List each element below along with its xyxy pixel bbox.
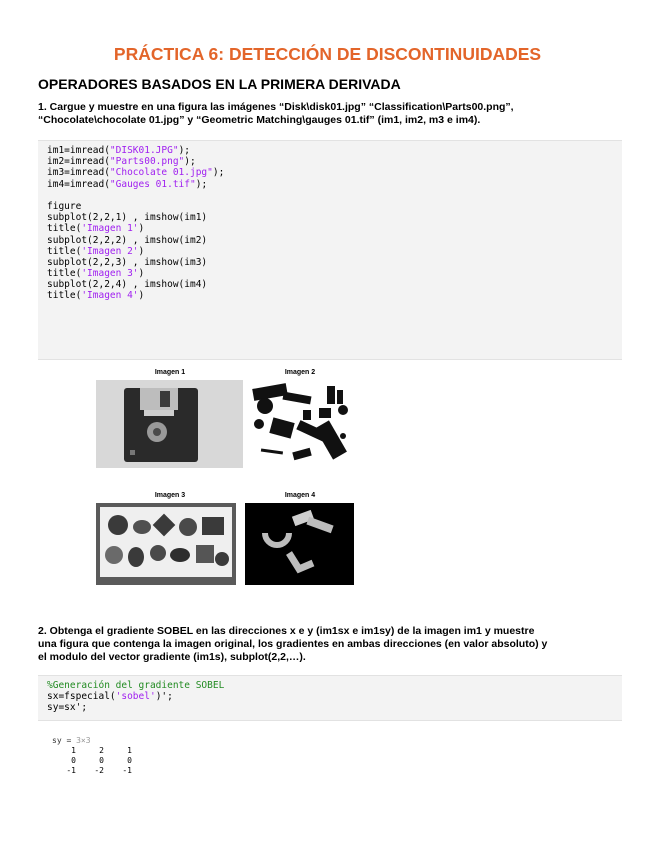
question-1-line-1: 1. Cargue y muestre en una figura las imágenes “Disk\disk01.jpg” “Classification\Parts00.png”, (38, 101, 514, 113)
question-1 (38, 101, 628, 127)
matrix-cell: 0 (99, 756, 104, 765)
section-subtitle: OPERADORES BASADOS EN LA PRIMERA DERIVADA (38, 76, 401, 92)
code-line: im1=imread("DISK01.JPG"); (47, 145, 191, 156)
code-line: sy=sx'; (47, 702, 88, 714)
code-block-2 (38, 675, 622, 721)
matrix-cell: -2 (94, 766, 104, 775)
image-3-chocolate (96, 503, 236, 585)
matrix-row (52, 746, 136, 756)
subplot-title-2: Imagen 2 (284, 369, 316, 376)
code-line: figure (47, 200, 82, 212)
matrix-row (52, 756, 136, 766)
code-line: subplot(2,2,3) , imshow(im3) (47, 256, 208, 268)
command-output (52, 736, 136, 776)
code-line: title('Imagen 4') (47, 290, 145, 302)
gauges-image (245, 503, 354, 585)
code-line: title('Imagen 3') (47, 268, 145, 280)
matrix-cell: 0 (71, 756, 76, 765)
matrix-cell: 2 (99, 746, 104, 755)
subplot-title-1: Imagen 1 (154, 369, 186, 376)
subplot-title-3: Imagen 3 (154, 492, 186, 499)
question-2-line-2: una figura que contenga la imagen original, los gradientes en ambas direcciones (en valor absoluto) y (38, 638, 548, 650)
disk-image (96, 380, 244, 468)
code-line: im3=imread("Chocolate 01.jpg"); (47, 167, 225, 179)
code-line: title('Imagen 1') (47, 223, 145, 235)
question-2-line-1: 2. Obtenga el gradiente SOBEL en las direcciones x e y (im1sx e im1sy) de la imagen im1 y muestre (38, 625, 535, 637)
matrix-cell: 1 (127, 746, 132, 755)
question-1-line-2: “Chocolate\chocolate 01.jpg” y “Geometric Matching\gauges 01.tif” (im1, im2, m3 e im4). (38, 114, 481, 126)
output-header: sy = 3×3 (52, 736, 91, 745)
code-line: im2=imread("Parts00.png"); (47, 156, 196, 168)
question-2 (38, 625, 628, 664)
code-line: subplot(2,2,1) , imshow(im1) (47, 212, 208, 224)
page-title: PRÁCTICA 6: DETECCIÓN DE DISCONTINUIDADES (113, 44, 542, 64)
subplot-title-4: Imagen 4 (284, 492, 316, 499)
code-line: subplot(2,2,2) , imshow(im2) (47, 234, 208, 246)
code-block-1 (38, 140, 622, 360)
matrix-cell: -1 (66, 766, 76, 775)
chocolate-image (96, 503, 236, 585)
matrix-cell: 0 (127, 756, 132, 765)
code-line: im4=imread("Gauges 01.tif"); (47, 178, 208, 190)
image-1-disk (96, 380, 244, 468)
parts-image (243, 380, 358, 468)
code-line: title('Imagen 2') (47, 245, 145, 257)
code-line: subplot(2,2,4) , imshow(im4) (47, 279, 208, 291)
image-4-gauges (245, 503, 354, 585)
matrix-row (52, 766, 136, 776)
code-line: sx=fspecial('sobel')'; (47, 691, 173, 703)
image-2-parts (243, 380, 358, 468)
matrix-cell: -1 (122, 766, 132, 775)
question-2-line-3: el modulo del vector gradiente (im1s), subplot(2,2,…). (38, 651, 306, 663)
code-comment: %Generación del gradiente SOBEL (47, 680, 225, 691)
matrix-cell: 1 (71, 746, 76, 755)
